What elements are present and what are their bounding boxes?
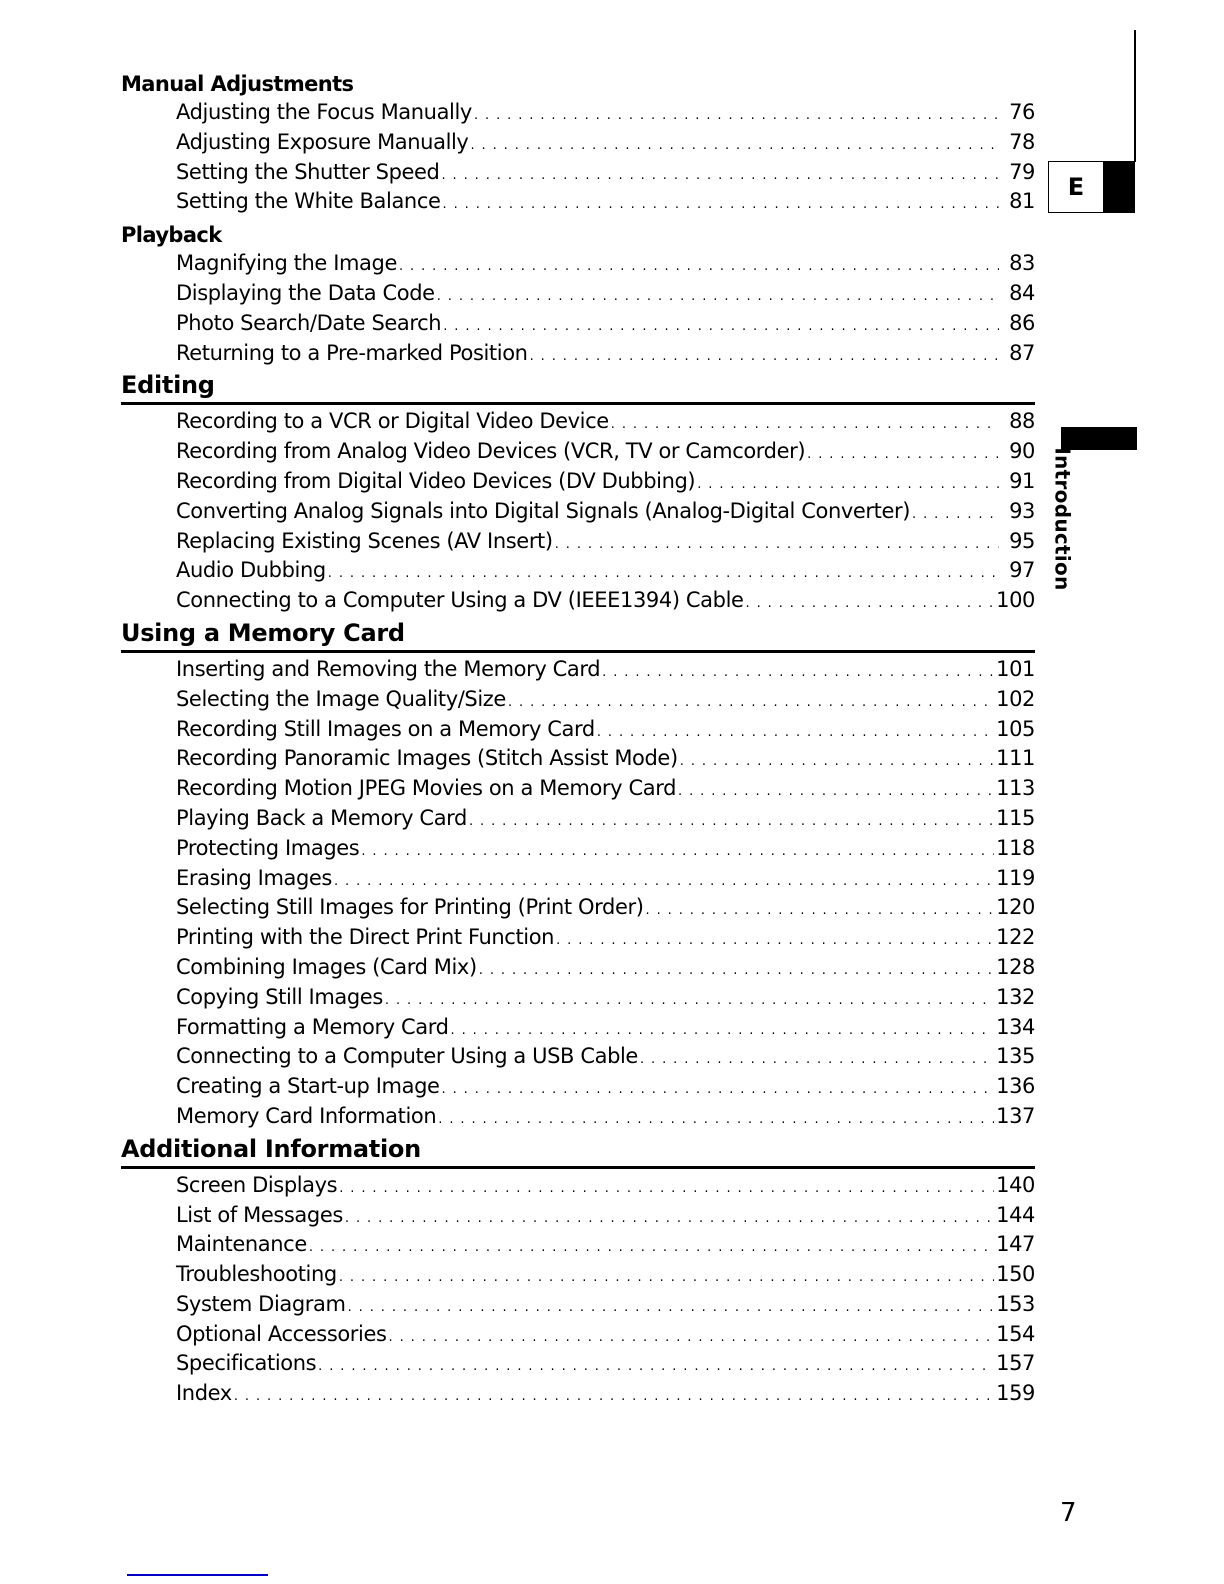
toc-entry[interactable]: [121, 1349, 1035, 1379]
toc-entry-page: 90: [1009, 439, 1035, 464]
toc-entry[interactable]: [121, 1201, 1035, 1231]
toc-entry-page: 140: [996, 1172, 1035, 1197]
toc-entry-page: 128: [996, 954, 1035, 979]
language-tab-fill: [1103, 162, 1134, 212]
toc-entry-page: 150: [996, 1262, 1035, 1287]
toc-group-playback: [121, 221, 1035, 368]
toc-entry-label: Recording Motion JPEG Movies on a Memory Card: [176, 776, 676, 801]
toc-entry[interactable]: [121, 1230, 1035, 1260]
toc-group-manual-adjustments: [121, 70, 1035, 217]
toc-group-using-a-memory-card: [121, 616, 1035, 1132]
toc-entry[interactable]: [121, 437, 1035, 467]
toc-entry-label: Maintenance: [176, 1232, 307, 1257]
toc-entry-label: Returning to a Pre-marked Position: [176, 340, 528, 365]
toc-entry-label: Specifications: [176, 1351, 317, 1376]
toc-entry-page: 79: [1009, 159, 1035, 184]
dot-leader: [339, 1174, 994, 1204]
toc-entry-label: Connecting to a Computer Using a DV (IEEE1394) Cable: [176, 588, 744, 613]
toc-entry-label: Optional Accessories: [176, 1321, 387, 1346]
dot-leader: [345, 1204, 994, 1234]
toc-entry[interactable]: [121, 249, 1035, 279]
toc-entry[interactable]: [121, 556, 1035, 586]
dot-leader: [438, 1105, 994, 1135]
dot-leader: [443, 312, 999, 342]
dot-leader: [555, 530, 999, 560]
toc-entry[interactable]: [121, 586, 1035, 616]
toc-entry-page: 100: [996, 588, 1035, 613]
toc-entry-label: Replacing Existing Scenes (AV Insert): [176, 528, 553, 553]
toc-entry-label: Selecting Still Images for Printing (Print Order): [176, 895, 644, 920]
toc-entry[interactable]: [121, 497, 1035, 527]
toc-entry-label: Setting the White Balance: [176, 189, 441, 214]
toc-entry-page: 111: [996, 746, 1035, 771]
toc-entry[interactable]: [121, 1072, 1035, 1102]
subsection-title: Manual Adjustments: [121, 72, 354, 96]
dot-leader: [602, 658, 994, 688]
toc-entry[interactable]: [121, 1102, 1035, 1132]
toc-entry[interactable]: [121, 774, 1035, 804]
toc-entry-page: 97: [1009, 558, 1035, 583]
tab-guide-line: [1134, 30, 1136, 162]
toc-entry-label: Screen Displays: [176, 1172, 338, 1197]
toc-entry-label: Setting the Shutter Speed: [176, 159, 440, 184]
dot-leader: [442, 1075, 995, 1105]
toc-entry-label: Printing with the Direct Print Function: [176, 925, 555, 950]
toc-entry[interactable]: [121, 715, 1035, 745]
footer-rule: [127, 1574, 268, 1576]
dot-leader: [318, 1352, 994, 1382]
dot-leader: [339, 1263, 994, 1293]
toc-entry-label: Combining Images (Card Mix): [176, 954, 477, 979]
toc-entry[interactable]: [121, 1171, 1035, 1201]
toc-entry-page: 91: [1009, 468, 1035, 493]
toc-entry[interactable]: [121, 1260, 1035, 1290]
toc-entry-page: 93: [1009, 498, 1035, 523]
toc-entry-page: 159: [996, 1381, 1035, 1406]
subsection-title: Playback: [121, 223, 222, 248]
dot-leader: [697, 470, 999, 500]
dot-leader: [597, 718, 994, 748]
toc-entry[interactable]: [121, 1290, 1035, 1320]
toc-entry-label: Troubleshooting: [176, 1262, 337, 1287]
dot-leader: [474, 101, 999, 131]
toc-entry-label: Index: [176, 1381, 232, 1406]
toc-entry[interactable]: [121, 339, 1035, 369]
dot-leader: [389, 1323, 995, 1353]
dot-leader: [680, 747, 994, 777]
toc-entry[interactable]: [121, 279, 1035, 309]
dot-leader: [646, 896, 995, 926]
toc-entry-page: 113: [996, 776, 1035, 801]
dot-leader: [437, 282, 999, 312]
toc-entry-label: List of Messages: [176, 1202, 343, 1227]
toc-entry-page: 102: [996, 686, 1035, 711]
toc-entry[interactable]: [121, 983, 1035, 1013]
toc-entry-page: 84: [1009, 280, 1035, 305]
toc-entry-label: Selecting the Image Quality/Size: [176, 686, 506, 711]
toc-entry-page: 136: [996, 1074, 1035, 1099]
toc-entry-label: Recording to a VCR or Digital Video Device: [176, 409, 609, 434]
toc-entry[interactable]: [121, 527, 1035, 557]
page-number: 7: [1060, 1498, 1077, 1528]
section-title: Additional Information: [121, 1132, 1035, 1169]
toc-entry-page: 154: [996, 1321, 1035, 1346]
toc-entry-label: Photo Search/Date Search: [176, 310, 442, 335]
dot-leader: [441, 161, 999, 191]
toc-entry[interactable]: [121, 1042, 1035, 1072]
toc-entry-page: 147: [996, 1232, 1035, 1257]
toc-entry-label: System Diagram: [176, 1291, 346, 1316]
toc-entry-label: Recording Panoramic Images (Stitch Assist Mode): [176, 746, 678, 771]
toc-entry-page: 101: [996, 656, 1035, 681]
toc-entry-page: 118: [996, 835, 1035, 860]
dot-leader: [469, 807, 994, 837]
dot-leader: [678, 777, 994, 807]
toc-entry[interactable]: [121, 467, 1035, 497]
toc-entry[interactable]: [121, 923, 1035, 953]
language-letter: E: [1067, 173, 1085, 201]
dot-leader: [640, 1045, 994, 1075]
toc-entry-page: 135: [996, 1044, 1035, 1069]
toc-group-editing: [121, 368, 1035, 616]
toc-entry-label: Recording from Analog Video Devices (VCR, TV or Camcorder): [176, 439, 806, 464]
toc-entry-page: 137: [996, 1103, 1035, 1128]
toc-entry-label: Recording from Digital Video Devices (DV Dubbing): [176, 468, 696, 493]
toc-entry-label: Creating a Start-up Image: [176, 1074, 440, 1099]
toc-entry[interactable]: [121, 1320, 1035, 1350]
toc-entry[interactable]: [121, 309, 1035, 339]
toc-entry-page: 81: [1009, 189, 1035, 214]
chapter-tab-text: Introduction: [1051, 447, 1075, 591]
language-tab: [1048, 161, 1135, 213]
dot-leader: [746, 589, 995, 619]
toc-entry[interactable]: [121, 804, 1035, 834]
toc-entry-label: Recording Still Images on a Memory Card: [176, 716, 595, 741]
toc-entry-label: Inserting and Removing the Memory Card: [176, 656, 601, 681]
toc-entry-label: Magnifying the Image: [176, 251, 397, 276]
toc-entry-page: 105: [996, 716, 1035, 741]
dot-leader: [470, 131, 999, 161]
dot-leader: [399, 252, 999, 282]
toc-entry[interactable]: [121, 685, 1035, 715]
toc-entry-page: 157: [996, 1351, 1035, 1376]
toc-entry-label: Playing Back a Memory Card: [176, 805, 467, 830]
dot-leader: [385, 986, 994, 1016]
toc-entry[interactable]: [121, 407, 1035, 437]
toc-entry-page: 87: [1009, 340, 1035, 365]
dot-leader: [479, 956, 994, 986]
toc-entry-page: 88: [1009, 409, 1035, 434]
dot-leader: [530, 342, 999, 372]
toc-entry-page: 76: [1009, 100, 1035, 124]
toc-entry[interactable]: [121, 1379, 1035, 1409]
toc-entry[interactable]: [121, 1013, 1035, 1043]
toc-entry[interactable]: [121, 953, 1035, 983]
toc-entry[interactable]: [121, 655, 1035, 685]
dot-leader: [328, 559, 999, 589]
toc-entry-page: 95: [1009, 528, 1035, 553]
dot-leader: [807, 440, 999, 470]
toc-entry-page: 134: [996, 1014, 1035, 1039]
toc-entry-page: 122: [996, 925, 1035, 950]
toc-entry-page: 132: [996, 984, 1035, 1009]
toc-entry-page: 83: [1009, 251, 1035, 276]
toc-entry-page: 144: [996, 1202, 1035, 1227]
section-title: Editing: [121, 368, 1035, 405]
table-of-contents: [121, 70, 1035, 1409]
toc-entry-label: Adjusting the Focus Manually: [176, 100, 472, 124]
dot-leader: [334, 867, 994, 897]
toc-entry[interactable]: [121, 98, 1035, 128]
toc-entry[interactable]: [121, 158, 1035, 188]
toc-entry-label: Erasing Images: [176, 865, 332, 890]
dot-leader: [443, 190, 1000, 220]
dot-leader: [361, 837, 994, 867]
toc-entry[interactable]: [121, 128, 1035, 158]
toc-entry-label: Connecting to a Computer Using a USB Cable: [176, 1044, 638, 1069]
dot-leader: [309, 1233, 994, 1263]
dot-leader: [508, 688, 994, 718]
toc-entry-page: 78: [1009, 129, 1035, 154]
toc-entry-label: Displaying the Data Code: [176, 280, 435, 305]
dot-leader: [348, 1293, 995, 1323]
toc-entry[interactable]: [121, 744, 1035, 774]
toc-entry-label: Formatting a Memory Card: [176, 1014, 449, 1039]
toc-entry[interactable]: [121, 834, 1035, 864]
toc-entry-page: 120: [996, 895, 1035, 920]
toc-entry-label: Converting Analog Signals into Digital Signals (Analog-Digital Converter): [176, 498, 911, 523]
section-title: Using a Memory Card: [121, 616, 1035, 653]
toc-entry-page: 115: [996, 805, 1035, 830]
dot-leader: [234, 1382, 994, 1412]
toc-entry-label: Copying Still Images: [176, 984, 383, 1009]
toc-entry-page: 86: [1009, 310, 1035, 335]
dot-leader: [451, 1016, 995, 1046]
toc-entry-label: Protecting Images: [176, 835, 360, 860]
toc-entry-label: Adjusting Exposure Manually: [176, 129, 469, 154]
dot-leader: [556, 926, 994, 956]
dot-leader: [912, 500, 999, 530]
toc-entry[interactable]: [121, 864, 1035, 894]
toc-entry[interactable]: [121, 893, 1035, 923]
chapter-tab-label: [1048, 447, 1078, 591]
toc-group-additional-information: [121, 1132, 1035, 1409]
toc-entry-label: Memory Card Information: [176, 1103, 437, 1128]
toc-entry[interactable]: [121, 187, 1035, 217]
toc-entry-label: Audio Dubbing: [176, 558, 326, 583]
dot-leader: [611, 410, 999, 440]
toc-entry-page: 153: [996, 1291, 1035, 1316]
toc-entry-page: 119: [996, 865, 1035, 890]
